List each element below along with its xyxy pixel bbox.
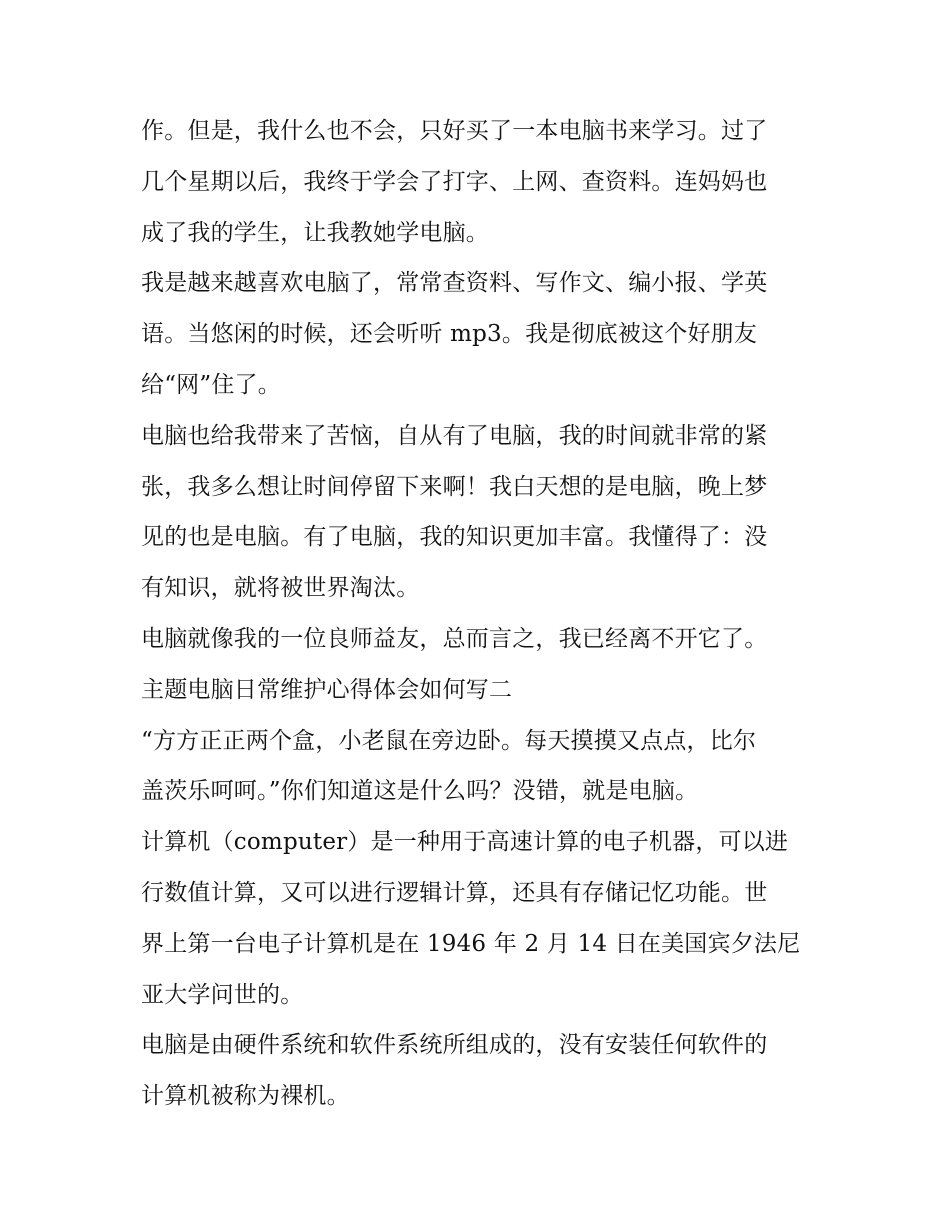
paragraph-3: 电脑也给我带来了苦恼，自从有了电脑，我的时间就非常的紧 张，我多么想让时间停留下来啊！我白天想的是电脑，晚上梦 见的也是电脑。有了电脑，我的知识更加丰富。我懂得了：没 有知识，就将被世界淘汰。 [141,422,768,602]
paragraph-2: 我是越来越喜欢电脑了，常常查资料、写作文、编小报、学英 语。当悠闲的时候，还会听听 mp3。我是彻底被这个好朋友 给“网”住了。 [141,270,768,398]
paragraph-7: 电脑是由硬件系统和软件系统所组成的，没有安装任何软件的 计算机被称为裸机。 [141,1032,768,1110]
section-heading: 主题电脑日常维护心得体会如何写二 [141,676,513,703]
document-body [141,106,821,1122]
paragraph-4: 电脑就像我的一位良师益友，总而言之，我已经离不开它了。 [141,625,768,652]
paragraph-1: 作。但是，我什么也不会，只好买了一本电脑书来学习。过了 几个星期以后，我终于学会了打字、上网、查资料。连妈妈也 成了我的学生，让我教她学电脑。 [141,118,768,246]
paragraph-5: “方方正正两个盒，小老鼠在旁边卧。每天摸摸又点点，比尔 盖茨乐呵呵。”你们知道这是什么吗？没错，就是电脑。 [141,727,757,805]
paragraph-6: 计算机（computer）是一种用于高速计算的电子机器，可以进 行数值计算，又可以进行逻辑计算，还具有存储记忆功能。世 界上第一台电子计算机是在 1946 年 2 月 14 日在美国宾夕法尼 亚大学问世的。 [141,829,801,1008]
